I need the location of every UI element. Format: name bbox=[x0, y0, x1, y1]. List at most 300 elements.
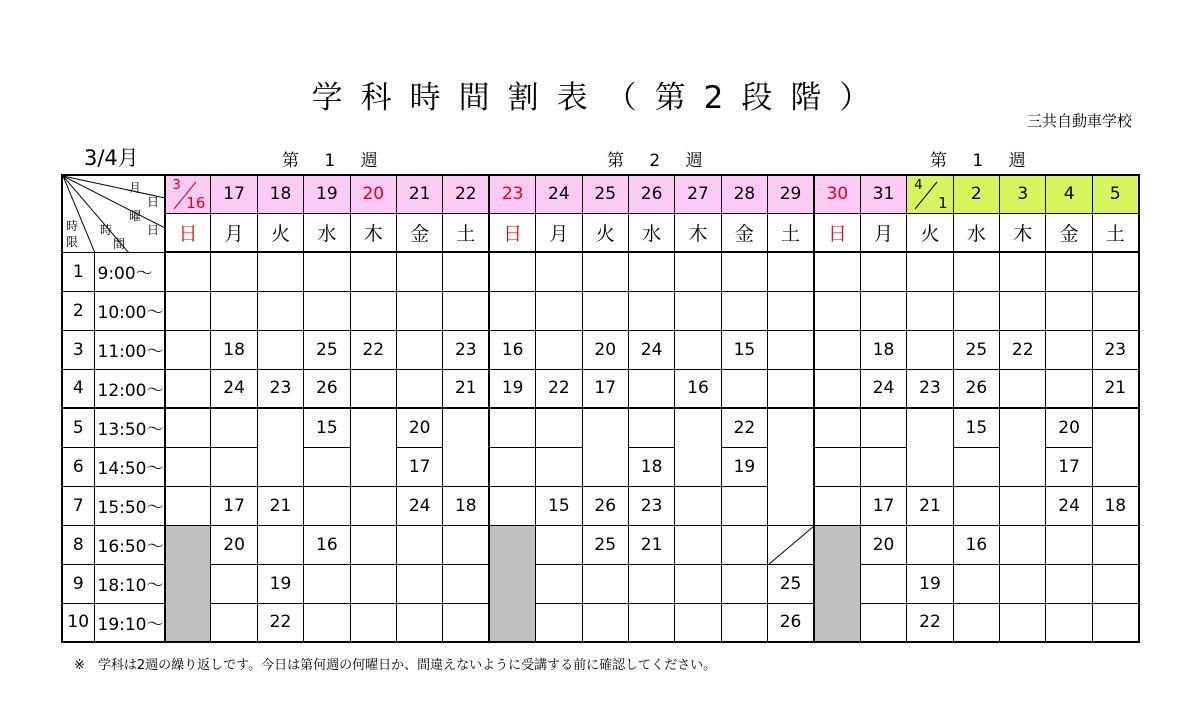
schedule-cell bbox=[814, 369, 860, 408]
schedule-cell: 16 bbox=[675, 369, 721, 408]
weekday-cell: 水 bbox=[628, 213, 674, 252]
corner-label: 日 bbox=[147, 195, 160, 209]
schedule-cell bbox=[396, 291, 442, 330]
period-number: 10 bbox=[62, 603, 94, 642]
schedule-cell bbox=[768, 447, 814, 486]
schedule-cell bbox=[953, 486, 999, 525]
schedule-cell bbox=[257, 330, 303, 369]
date-month: 4 bbox=[914, 178, 923, 193]
period-time: 12:00〜 bbox=[94, 369, 165, 408]
schedule-cell bbox=[953, 603, 999, 642]
schedule-cell: 20 bbox=[396, 408, 442, 447]
schedule-cell: 24 bbox=[396, 486, 442, 525]
schedule-cell bbox=[443, 408, 489, 447]
weekday-cell: 土 bbox=[443, 213, 489, 252]
schedule-cell: 23 bbox=[443, 330, 489, 369]
schedule-cell: 20 bbox=[860, 525, 906, 564]
date-day: 16 bbox=[186, 193, 206, 212]
weekday-cell: 木 bbox=[350, 213, 396, 252]
weekday-cell: 金 bbox=[1046, 213, 1092, 252]
schedule-cell bbox=[953, 291, 999, 330]
schedule-cell bbox=[675, 447, 721, 486]
schedule-cell: 16 bbox=[304, 525, 350, 564]
schedule-cell: 18 bbox=[211, 330, 257, 369]
corner-label: 時 bbox=[100, 223, 113, 237]
schedule-cell bbox=[814, 408, 860, 447]
schedule-cell bbox=[165, 564, 211, 603]
schedule-cell: 20 bbox=[211, 525, 257, 564]
date-cell: 5 bbox=[1092, 175, 1138, 213]
schedule-cell bbox=[675, 564, 721, 603]
schedule-cell: 18 bbox=[628, 447, 674, 486]
schedule-cell: 22 bbox=[350, 330, 396, 369]
schedule-cell bbox=[165, 603, 211, 642]
schedule-cell: 26 bbox=[768, 603, 814, 642]
schedule-cell bbox=[165, 330, 211, 369]
schedule-cell: 23 bbox=[1092, 330, 1138, 369]
schedule-cell bbox=[1000, 525, 1046, 564]
period-number: 9 bbox=[62, 564, 94, 603]
corner-label: 限 bbox=[66, 235, 79, 249]
schedule-cell bbox=[1092, 525, 1138, 564]
schedule-cell: 24 bbox=[628, 330, 674, 369]
period-time: 15:50〜 bbox=[94, 486, 165, 525]
schedule-cell bbox=[628, 564, 674, 603]
month-label: 3/4月 bbox=[84, 146, 139, 170]
period-row bbox=[62, 330, 1139, 369]
weekday-cell: 日 bbox=[165, 213, 211, 252]
schedule-cell: 25 bbox=[953, 330, 999, 369]
schedule-cell bbox=[350, 408, 396, 447]
schedule-cell bbox=[1046, 330, 1092, 369]
header-corner bbox=[62, 175, 165, 252]
schedule-cell: 16 bbox=[953, 525, 999, 564]
weekday-cell: 月 bbox=[211, 213, 257, 252]
date-cell: 4 bbox=[1046, 175, 1092, 213]
period-time: 16:50〜 bbox=[94, 525, 165, 564]
schedule-cell bbox=[814, 603, 860, 642]
schedule-cell bbox=[165, 291, 211, 330]
schedule-cell: 26 bbox=[953, 369, 999, 408]
schedule-cell bbox=[768, 486, 814, 525]
period-time: 13:50〜 bbox=[94, 408, 165, 447]
schedule-cell bbox=[768, 408, 814, 447]
schedule-cell: 21 bbox=[1092, 369, 1138, 408]
schedule-cell: 22 bbox=[907, 603, 953, 642]
schedule-cell bbox=[582, 447, 628, 486]
schedule-cell bbox=[536, 291, 582, 330]
schedule-cell bbox=[907, 330, 953, 369]
schedule-cell bbox=[628, 252, 674, 291]
schedule-cell bbox=[396, 369, 442, 408]
period-row bbox=[62, 603, 1139, 642]
date-cell: 30 bbox=[814, 175, 860, 213]
schedule-cell bbox=[211, 291, 257, 330]
schedule-cell: 19 bbox=[907, 564, 953, 603]
weekday-cell: 火 bbox=[907, 213, 953, 252]
schedule-cell bbox=[536, 408, 582, 447]
schedule-cell bbox=[582, 564, 628, 603]
schedule-cell bbox=[443, 252, 489, 291]
schedule-cell: 23 bbox=[257, 369, 303, 408]
schedule-cell bbox=[582, 408, 628, 447]
schedule-cell bbox=[582, 291, 628, 330]
schedule-cell: 21 bbox=[628, 525, 674, 564]
schedule-cell: 18 bbox=[860, 330, 906, 369]
schedule-cell: 24 bbox=[211, 369, 257, 408]
schedule-cell bbox=[489, 525, 535, 564]
schedule-cell bbox=[165, 408, 211, 447]
school-name: 三共自動車学校 bbox=[1026, 112, 1132, 130]
period-time: 19:10〜 bbox=[94, 603, 165, 642]
schedule-cell bbox=[1000, 447, 1046, 486]
schedule-cell: 17 bbox=[1046, 447, 1092, 486]
schedule-cell bbox=[443, 603, 489, 642]
schedule-cell bbox=[1000, 252, 1046, 291]
schedule-cell bbox=[257, 291, 303, 330]
schedule-cell: 22 bbox=[1000, 330, 1046, 369]
schedule-cell bbox=[721, 291, 767, 330]
date-cell: 25 bbox=[582, 175, 628, 213]
schedule-cell bbox=[1092, 564, 1138, 603]
schedule-cell: 17 bbox=[211, 486, 257, 525]
timetable bbox=[61, 174, 1140, 643]
footnote: ※ 学科は2週の繰り返しです。今日は第何週の何曜日か、間違えないように受講する前に確認してください。 bbox=[74, 658, 717, 673]
period-number: 7 bbox=[62, 486, 94, 525]
schedule-cell bbox=[721, 603, 767, 642]
schedule-cell bbox=[257, 525, 303, 564]
date-cell: 27 bbox=[675, 175, 721, 213]
schedule-cell bbox=[721, 486, 767, 525]
schedule-cell bbox=[304, 486, 350, 525]
schedule-cell bbox=[536, 252, 582, 291]
schedule-cell bbox=[396, 564, 442, 603]
schedule-cell bbox=[768, 525, 814, 564]
schedule-cell bbox=[907, 408, 953, 447]
schedule-cell bbox=[1092, 447, 1138, 486]
schedule-cell bbox=[211, 408, 257, 447]
corner-label: 月 bbox=[129, 181, 142, 195]
schedule-cell bbox=[536, 525, 582, 564]
schedule-cell bbox=[396, 603, 442, 642]
period-number: 3 bbox=[62, 330, 94, 369]
schedule-cell bbox=[257, 252, 303, 291]
schedule-cell: 15 bbox=[536, 486, 582, 525]
schedule-cell bbox=[489, 291, 535, 330]
corner-label: 日 bbox=[147, 223, 160, 237]
schedule-cell bbox=[304, 564, 350, 603]
date-cell: 28 bbox=[721, 175, 767, 213]
schedule-cell: 23 bbox=[628, 486, 674, 525]
schedule-cell bbox=[860, 252, 906, 291]
schedule-cell bbox=[582, 252, 628, 291]
schedule-cell bbox=[304, 603, 350, 642]
date-cell: 23 bbox=[489, 175, 535, 213]
weekday-cell: 土 bbox=[768, 213, 814, 252]
schedule-cell bbox=[489, 447, 535, 486]
schedule-cell bbox=[953, 447, 999, 486]
date-cell: 24 bbox=[536, 175, 582, 213]
schedule-cell bbox=[1000, 603, 1046, 642]
schedule-cell: 25 bbox=[582, 525, 628, 564]
schedule-cell bbox=[1046, 252, 1092, 291]
schedule-cell bbox=[628, 369, 674, 408]
schedule-cell bbox=[443, 291, 489, 330]
schedule-cell bbox=[814, 525, 860, 564]
schedule-cell bbox=[1092, 408, 1138, 447]
schedule-cell bbox=[396, 252, 442, 291]
schedule-cell bbox=[350, 252, 396, 291]
schedule-cell bbox=[814, 447, 860, 486]
schedule-cell: 17 bbox=[860, 486, 906, 525]
schedule-cell bbox=[675, 330, 721, 369]
schedule-cell bbox=[1000, 486, 1046, 525]
schedule-cell: 24 bbox=[1046, 486, 1092, 525]
date-cell: 17 bbox=[211, 175, 257, 213]
schedule-cell bbox=[489, 252, 535, 291]
date-cell: 18 bbox=[257, 175, 303, 213]
schedule-cell bbox=[907, 291, 953, 330]
period-time: 18:10〜 bbox=[94, 564, 165, 603]
schedule-cell: 20 bbox=[582, 330, 628, 369]
schedule-cell: 26 bbox=[304, 369, 350, 408]
week-label-1: 第 1 週 bbox=[282, 151, 388, 171]
schedule-cell: 25 bbox=[304, 330, 350, 369]
schedule-cell bbox=[768, 330, 814, 369]
date-cell: 31 bbox=[860, 175, 906, 213]
schedule-cell bbox=[304, 291, 350, 330]
schedule-cell bbox=[350, 564, 396, 603]
schedule-cell bbox=[1046, 603, 1092, 642]
schedule-cell bbox=[768, 252, 814, 291]
weekday-cell: 火 bbox=[582, 213, 628, 252]
schedule-cell: 16 bbox=[489, 330, 535, 369]
schedule-cell bbox=[1046, 525, 1092, 564]
schedule-cell bbox=[536, 564, 582, 603]
period-time: 9:00〜 bbox=[94, 252, 165, 291]
schedule-cell bbox=[721, 525, 767, 564]
schedule-cell bbox=[1000, 408, 1046, 447]
schedule-cell bbox=[350, 369, 396, 408]
period-number: 1 bbox=[62, 252, 94, 291]
schedule-cell bbox=[675, 603, 721, 642]
schedule-cell: 19 bbox=[721, 447, 767, 486]
schedule-cell bbox=[257, 447, 303, 486]
schedule-cell: 21 bbox=[257, 486, 303, 525]
schedule-cell bbox=[211, 564, 257, 603]
schedule-cell bbox=[675, 291, 721, 330]
period-row bbox=[62, 291, 1139, 330]
schedule-cell bbox=[489, 408, 535, 447]
schedule-cell bbox=[350, 447, 396, 486]
schedule-cell bbox=[814, 486, 860, 525]
period-number: 6 bbox=[62, 447, 94, 486]
period-row bbox=[62, 252, 1139, 291]
schedule-cell bbox=[257, 408, 303, 447]
date-cell bbox=[907, 175, 953, 213]
period-row bbox=[62, 369, 1139, 408]
schedule-cell bbox=[536, 447, 582, 486]
schedule-cell bbox=[1092, 291, 1138, 330]
schedule-cell bbox=[953, 564, 999, 603]
schedule-cell: 17 bbox=[396, 447, 442, 486]
schedule-cell: 24 bbox=[860, 369, 906, 408]
schedule-cell bbox=[350, 291, 396, 330]
schedule-cell bbox=[165, 447, 211, 486]
date-cell: 22 bbox=[443, 175, 489, 213]
schedule-cell: 18 bbox=[1092, 486, 1138, 525]
schedule-cell bbox=[1046, 564, 1092, 603]
period-time: 11:00〜 bbox=[94, 330, 165, 369]
schedule-cell bbox=[860, 447, 906, 486]
period-row bbox=[62, 447, 1139, 486]
schedule-cell bbox=[860, 603, 906, 642]
schedule-cell bbox=[721, 564, 767, 603]
date-cell: 20 bbox=[350, 175, 396, 213]
schedule-cell: 22 bbox=[257, 603, 303, 642]
schedule-cell bbox=[489, 486, 535, 525]
schedule-cell: 19 bbox=[257, 564, 303, 603]
schedule-cell bbox=[582, 603, 628, 642]
schedule-cell bbox=[1092, 603, 1138, 642]
week-label-2: 第 2 週 bbox=[607, 151, 713, 171]
schedule-cell bbox=[860, 408, 906, 447]
schedule-cell bbox=[211, 603, 257, 642]
weekday-cell: 土 bbox=[1092, 213, 1138, 252]
schedule-cell bbox=[675, 408, 721, 447]
schedule-cell: 22 bbox=[536, 369, 582, 408]
schedule-cell bbox=[304, 252, 350, 291]
period-row bbox=[62, 564, 1139, 603]
schedule-cell: 20 bbox=[1046, 408, 1092, 447]
date-month: 3 bbox=[172, 178, 181, 193]
period-number: 4 bbox=[62, 369, 94, 408]
period-row bbox=[62, 525, 1139, 564]
schedule-cell: 22 bbox=[721, 408, 767, 447]
period-time: 14:50〜 bbox=[94, 447, 165, 486]
date-cell: 19 bbox=[304, 175, 350, 213]
page-title: 学科時間割表（第2段階） bbox=[311, 80, 889, 116]
period-number: 5 bbox=[62, 408, 94, 447]
weekday-cell: 木 bbox=[675, 213, 721, 252]
schedule-cell bbox=[1046, 291, 1092, 330]
schedule-cell bbox=[489, 564, 535, 603]
schedule-cell bbox=[211, 252, 257, 291]
date-day: 1 bbox=[938, 193, 948, 212]
schedule-cell: 18 bbox=[443, 486, 489, 525]
schedule-cell bbox=[814, 252, 860, 291]
schedule-cell bbox=[721, 369, 767, 408]
schedule-cell: 21 bbox=[443, 369, 489, 408]
corner-label: 間 bbox=[113, 237, 126, 251]
schedule-cell: 15 bbox=[721, 330, 767, 369]
schedule-cell: 15 bbox=[953, 408, 999, 447]
schedule-cell bbox=[443, 525, 489, 564]
schedule-cell bbox=[350, 603, 396, 642]
schedule-cell bbox=[443, 564, 489, 603]
weekday-cell: 木 bbox=[1000, 213, 1046, 252]
schedule-cell bbox=[489, 603, 535, 642]
weekday-cell: 金 bbox=[396, 213, 442, 252]
schedule-cell bbox=[860, 564, 906, 603]
schedule-cell bbox=[628, 291, 674, 330]
period-row bbox=[62, 408, 1139, 447]
weekday-cell: 水 bbox=[953, 213, 999, 252]
schedule-cell bbox=[165, 369, 211, 408]
schedule-cell bbox=[768, 291, 814, 330]
weekday-cell: 日 bbox=[814, 213, 860, 252]
schedule-cell bbox=[953, 252, 999, 291]
schedule-cell bbox=[907, 252, 953, 291]
schedule-cell bbox=[675, 525, 721, 564]
schedule-cell: 21 bbox=[907, 486, 953, 525]
period-number: 8 bbox=[62, 525, 94, 564]
weekday-cell: 月 bbox=[536, 213, 582, 252]
date-cell bbox=[165, 175, 211, 213]
date-cell: 21 bbox=[396, 175, 442, 213]
schedule-cell bbox=[165, 486, 211, 525]
schedule-cell bbox=[165, 525, 211, 564]
schedule-cell bbox=[350, 525, 396, 564]
period-number: 2 bbox=[62, 291, 94, 330]
date-cell: 2 bbox=[953, 175, 999, 213]
period-row bbox=[62, 486, 1139, 525]
schedule-cell bbox=[814, 291, 860, 330]
schedule-cell bbox=[721, 252, 767, 291]
weekday-cell: 水 bbox=[304, 213, 350, 252]
date-cell: 3 bbox=[1000, 175, 1046, 213]
schedule-cell bbox=[536, 603, 582, 642]
schedule-cell: 25 bbox=[768, 564, 814, 603]
date-cell: 29 bbox=[768, 175, 814, 213]
schedule-cell bbox=[814, 330, 860, 369]
weekday-cell: 日 bbox=[489, 213, 535, 252]
schedule-cell bbox=[304, 447, 350, 486]
weekday-cell: 火 bbox=[257, 213, 303, 252]
schedule-cell: 17 bbox=[582, 369, 628, 408]
date-cell: 26 bbox=[628, 175, 674, 213]
schedule-cell bbox=[1000, 369, 1046, 408]
schedule-cell bbox=[536, 330, 582, 369]
corner-label: 時 bbox=[66, 219, 79, 233]
schedule-cell bbox=[165, 252, 211, 291]
schedule-cell bbox=[1000, 291, 1046, 330]
schedule-cell bbox=[443, 447, 489, 486]
schedule-cell: 19 bbox=[489, 369, 535, 408]
schedule-cell bbox=[350, 486, 396, 525]
period-time: 10:00〜 bbox=[94, 291, 165, 330]
schedule-cell bbox=[396, 525, 442, 564]
schedule-cell: 23 bbox=[907, 369, 953, 408]
schedule-cell: 26 bbox=[582, 486, 628, 525]
schedule-cell bbox=[814, 564, 860, 603]
schedule-cell bbox=[628, 603, 674, 642]
schedule-cell bbox=[396, 330, 442, 369]
schedule-cell bbox=[628, 408, 674, 447]
schedule-cell bbox=[1046, 369, 1092, 408]
schedule-cell bbox=[907, 525, 953, 564]
corner-label: 曜 bbox=[129, 209, 142, 223]
schedule-cell bbox=[211, 447, 257, 486]
schedule-cell bbox=[1000, 564, 1046, 603]
schedule-cell bbox=[768, 369, 814, 408]
schedule-cell bbox=[675, 486, 721, 525]
weekday-cell: 月 bbox=[860, 213, 906, 252]
schedule-cell: 15 bbox=[304, 408, 350, 447]
schedule-cell bbox=[860, 291, 906, 330]
weekday-cell: 金 bbox=[721, 213, 767, 252]
week-label-3: 第 1 週 bbox=[930, 151, 1036, 171]
